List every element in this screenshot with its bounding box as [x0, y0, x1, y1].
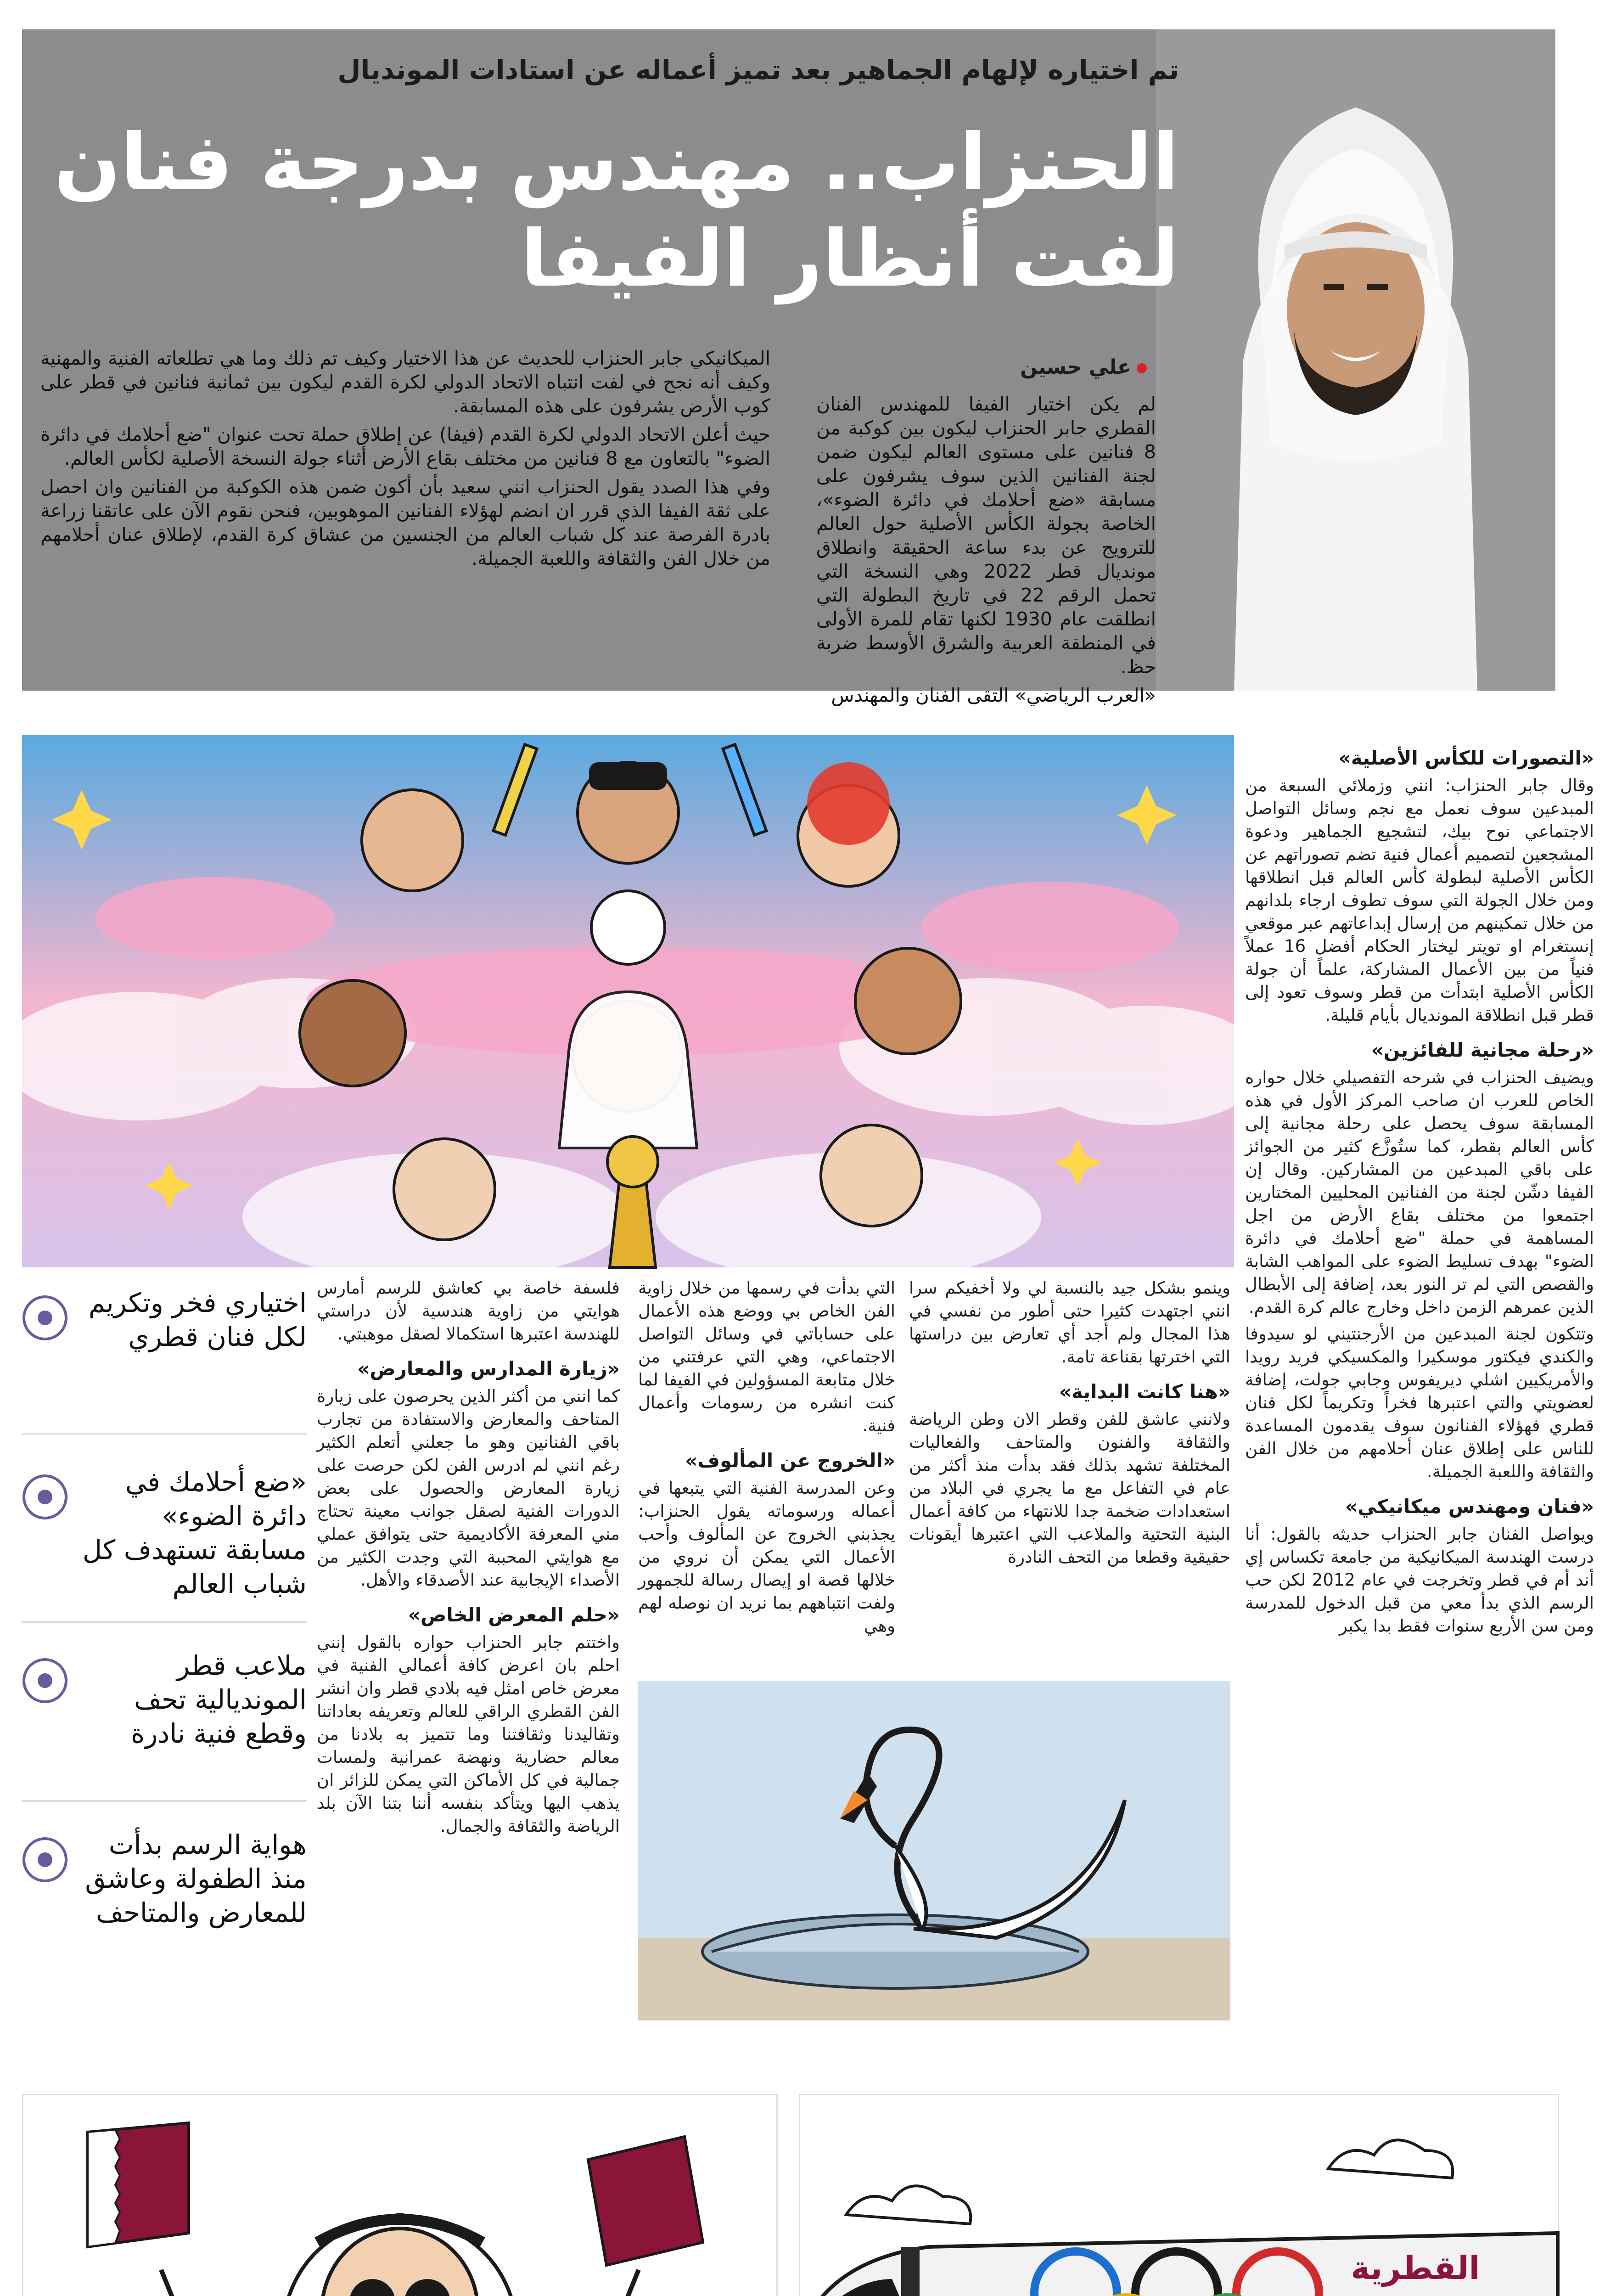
artists-illustration — [22, 735, 1234, 1267]
body-paragraph: فلسفة خاصة بي كعاشق للرسم أمارس هوايتي من زاوية هندسية لأن دراستي للهندسة اعتبرها استكمالا لصقل موهبتي. — [317, 1278, 620, 1344]
football-icon — [22, 1837, 68, 1883]
subheading: «الخروج عن المألوف» — [685, 1449, 895, 1472]
column-middle-2 — [638, 1277, 895, 1681]
byline-bullet-icon — [1137, 363, 1147, 373]
pull-quote-text: اختياري فخر وتكريم لكل فنان قطري — [88, 1287, 307, 1352]
article-header — [22, 29, 1555, 706]
pull-quote — [22, 1649, 307, 1802]
subheading: «رحلة مجانية للفائزين» — [1371, 1039, 1594, 1061]
body-paragraph: واختتم جابر الحنزاب حواره بالقول إنني احلم بان اعرض كافة أعمالي الفنية في معرض خاص امثل فيه بلادي قطر وان انشر الفن القطري الراقي للعالم وتعريفه بعاداتنا وتقاليدنا وثقافتنا وما تتميز به بلادنا من معالم حضارية ونهضة عمرانية ولمسات جمالية في كل الأماكن التي يمكن للزائر ان يذهب اليها ويتأكد بنفسه أننا بتنا الآن بلد الرياضة والثقافة والجمال. — [317, 1632, 620, 1836]
intro-paragraph: لم يكن اختيار الفيفا للمهندس الفنان القطري جابر الحنزاب ليكون بين كوكبة من 8 فنانين على مستوى العالم ليكون ضمن لجنة الفنانين الذين سوف يشرفون على مسابقة «ضع أحلامك في دائرة الضوء»، الخاصة بجولة الكأس الأصلية حول العالم للترويج عن بدء ساعة الحقيقة وانطلاق مونديال قطر 2022 وهي النسخة التي تحمل الرقم 22 في تاريخ البطولة التي انطلقت عام 1930 لكنها تقام للمرة الأولى في المنطقة العربية والشرق الأوسط ضربة حظ. — [816, 393, 1156, 678]
football-icon — [22, 1295, 68, 1341]
pull-quote — [22, 1465, 307, 1623]
body-paragraph: وعن المدرسة الفنية التي يتبعها في أعماله ورسوماته يقول الحنزاب: يجذبني الخروج عن المألوف وأحب الأعمال التي يمكن أن نروي من خلالها قصة او إيصال رسالة للجمهور ولفت انتباههم بما نريد ان نوصله لهم وهي — [638, 1478, 895, 1636]
body-paragraph: وقال جابر الحنزاب: انني وزملائي السبعة من المبدعين سوف نعمل مع نجم وسائل التواصل الاجتماعي نوح بيك، لتشجيع الجماهير ودعوة المشجعين لتصميم أعمال فنية تضم تصوراتهم عن الكأس الأصلية لبطولة كأس العالم قبل انطلاقها ومن خلال الجولة التي سوف تطوف ارجاء بلدانهم من خلال تمكينهم من إرسال إبداعاتهم عبر موقعي إنستغرام او تويتر ليختار الحكام أفضل 16 عملاً فنياً من بين الأعمال المشاركة، علماً أن جولة الكأس الأصلية ابتدأت من قطر وسوف تعود إلى قطر قبل انطلاقة المونديال بأيام قليلة. — [1245, 776, 1594, 1025]
body-paragraph: كما انني من أكثر الذين يحرصون على زيارة المتاحف والمعارض والاستفادة من تجارب باقي الفنانين وهو ما جعلني أتعلم الكثير رغم انني لم ادرس الفن لكن حرصت على زيارة المعارض والحصول على بعض الدورات الفنية لصقل جوانب معينة تحتاج مني المعرفة الأكاديمية حتى يتوافق عملي مع هوايتي المحببة التي وجدت الكثير من الأصداء الإيجابية عند الأصدقاء والأهل. — [317, 1386, 620, 1590]
pull-quote-text: هواية الرسم بدأت منذ الطفولة وعاشق للمعارض والمتاحف — [85, 1829, 307, 1928]
headline-line-2: لفت أنظار الفيفا — [521, 214, 1179, 304]
byline — [1020, 355, 1147, 379]
intro-column-right — [816, 392, 1156, 712]
intro-column-left — [40, 346, 770, 575]
headline-line-1: الحنزاب.. مهندس بدرجة فنان — [54, 117, 1179, 208]
pull-quote — [22, 1286, 307, 1435]
intro-paragraph: حيث أعلن الاتحاد الدولي لكرة القدم (فيفا) عن إطلاق حملة تحت عنوان "ضع أحلامك في دائرة الضوء" بالتعاون مع 8 فنانين من مختلف بقاع الأرض أثناء جولة النسخة الأصلية لكأس العالم. — [40, 423, 770, 469]
swan-stadium-illustration — [638, 1681, 1230, 2020]
subheading: «زيارة المدارس والمعارض» — [357, 1357, 620, 1380]
portrait-photo — [1156, 29, 1555, 691]
kicker: تم اختياره لإلهام الجماهير بعد تميز أعماله عن استادات المونديال — [337, 54, 1179, 85]
subheading: «فنان ومهندس ميكانيكي» — [1345, 1495, 1594, 1518]
football-icon — [22, 1474, 68, 1520]
intro-paragraph: وفي هذا الصدد يقول الحنزاب انني سعيد بأن أكون ضمن هذه الكوكبة من الفنانين وان احصل على ثقة الفيفا الذي قرر ان انضم لهؤلاء الفنانين الموهوبين، فنحن نقوم الآن على عاتقنا زراعة بادرة الفرصة عند كل شباب العالم من الجنسين من عشاق كرة القدم، لإطلاق عنان أحلامهم من خلال الفن والثقافة واللعبة الجميلة. — [40, 476, 770, 569]
intro-paragraph: الميكانيكي جابر الحنزاب للحديث عن هذا الاختيار وكيف تم ذلك وما هي تطلعاته الفنية والمهنية وكيف أنه نجح في لفت انتباه الاتحاد الدولي لكرة القدم ليكون بين ثمانية فنانين في قطر على كوب الأرض يشرفون على هذه المسابقة. — [40, 347, 770, 417]
pull-quotes-sidebar — [22, 1277, 307, 2025]
column-right — [1245, 735, 1594, 2099]
airplane-illustration — [799, 2094, 1559, 2296]
body-paragraph: وينمو بشكل جيد بالنسبة لي ولا أخفيكم سرا انني اجتهدت كثيرا حتى أطور من نفسي في هذا المجال ولم أجد أي تعارض بين دراستها التي اخترتها بقناعة تامة. — [909, 1278, 1230, 1367]
pull-quote-text: ملاعب قطر المونديالية تحف وقطع فنية نادرة — [131, 1650, 307, 1749]
stadium-character-illustration — [22, 2094, 778, 2296]
subheading: «حلم المعرض الخاص» — [408, 1604, 620, 1626]
column-middle-3 — [317, 1277, 620, 2025]
subheading: «هنا كانت البداية» — [1059, 1380, 1230, 1403]
column-middle-1 — [909, 1277, 1230, 1681]
intro-paragraph-tail: «العرب الرياضي» التقى الفنان والمهندس — [831, 684, 1156, 706]
body-paragraph: التي بدأت في رسمها من خلال زاوية الفن الخاص بي ووضع هذه الأعمال على حساباتي في وسائل التواصل الاجتماعي، وهي التي عرفتني من خلال متابعة المسؤولين في الفيفا لما كنت انشره من رسومات وأعمال فنية. — [638, 1278, 895, 1435]
airline-wordmark: القطرية — [1351, 2249, 1480, 2287]
body-paragraph: ولانني عاشق للفن وقطر الان وطن الرياضة والثقافة والفنون والمتاحف والفعاليات المختلفة تشهد بذلك فقد بدأت منذ أكثر من عام في التفاعل مع ما يجري في البلاد من استعدادات ضخمة جدا للانتهاء من كافة أعمال البنية التحتية والملاعب التي اعتبرها أيقونات حقيقية وقطعا من التحف النادرة — [909, 1409, 1230, 1567]
football-icon — [22, 1658, 68, 1704]
body-paragraph: ويضيف الحنزاب في شرحه التفصيلي خلال حواره الخاص للعرب ان صاحب المركز الأول في هذه المسابقة سوف يحصل على رحلة مجانية إلى كأس العالم بقطر، كما ستُوزَّع كثير من الجوائز على باقي المبدعين من المشاركين. وقال إن الفيفا دشّن لجنة من الفنانين المحليين المختارين اجتمعوا من مختلف بقاع الأرض من اجل المساهمة في حملة "ضع أحلامك في دائرة الضوء" بهدف تسليط الضوء على المواهب الشابة والقصص التي لم تر النور بعد، إضافة إلى الأبطال الذين عمرهم الزمن داخل وخارج عالم كرة القدم. — [1245, 1068, 1594, 1317]
body-paragraph: ويواصل الفنان جابر الحنزاب حديثه بالقول: أنا درست الهندسة الميكانيكية من جامعة تكساس إي أند أم في قطر وتخرجت في عام 2012 لكن حب الرسم الذي بدأ معي من قبل الدخول للمدرسة ومن سن الأربع سنوات فقط بدا يكبر — [1245, 1524, 1594, 1636]
subheading: «التصورات للكأس الأصلية» — [1338, 747, 1594, 769]
body-paragraph: وتتكون لجنة المبدعين من الأرجنتيني لو سيدوفا والكندي فيكتور موسكيرا والمكسيكي فريد رويدا والأمريكيين اشلي ديريفوس وجابي جولت، إضافة لعضويتي والتي اعتبرها فخراً وتكريماً لكل فنان قطري فهؤلاء الفنانون سوف يقدمون المساعدة للناس على إطلاق عنان أحلامهم من خلال الفن والثقافة واللعبة الجميلة. — [1245, 1324, 1594, 1481]
pull-quote-text: «ضع أحلامك في دائرة الضوء» مسابقة تستهدف كل شباب العالم — [82, 1466, 307, 1599]
byline-author: علي حسين — [1020, 355, 1131, 379]
pull-quote — [22, 1828, 307, 1993]
